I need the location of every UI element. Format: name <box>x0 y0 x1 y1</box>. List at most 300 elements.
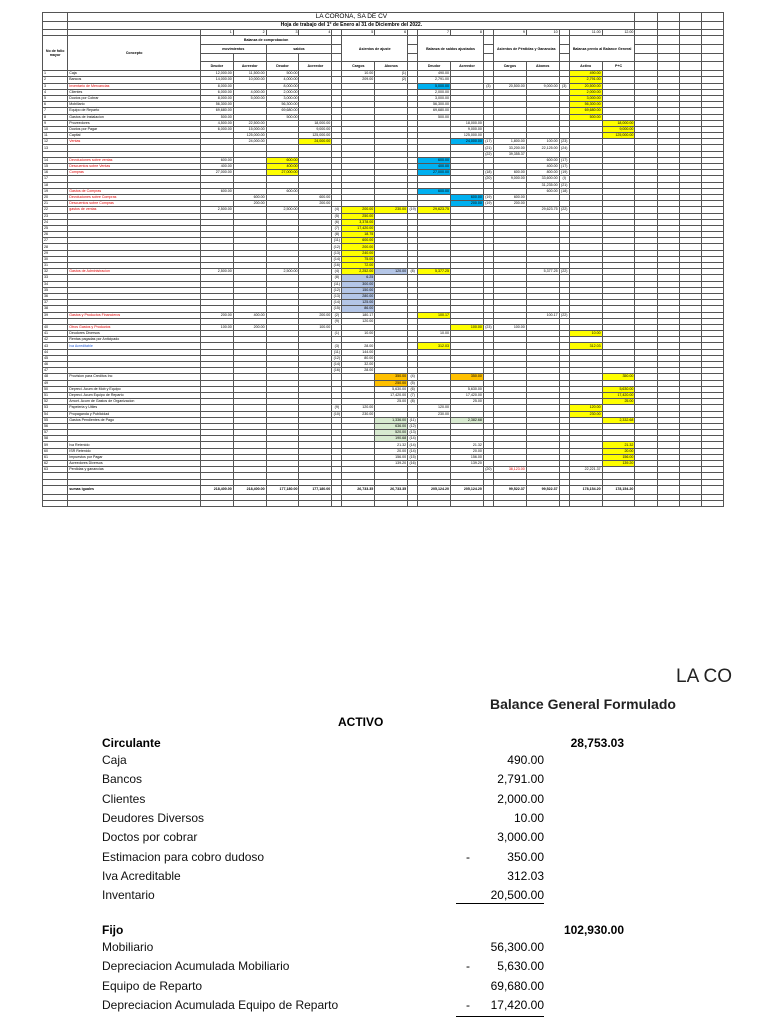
value-cell: 28.00 <box>342 343 375 349</box>
circulante-item-amount: 20,500.00 <box>490 888 544 903</box>
row-number: 22 <box>43 207 68 213</box>
value-cell: 9,000.00 <box>602 126 635 132</box>
row-concept: Compras <box>68 170 201 176</box>
row-concept: Gastos de Instalacion <box>68 114 201 120</box>
value-cell: (23) <box>561 139 568 144</box>
total-cell: 178,154.20 <box>602 485 635 494</box>
row-number: 60 <box>43 448 68 454</box>
value-cell: 209.00 <box>342 77 375 83</box>
value-cell: 5,000.00 <box>418 83 451 89</box>
value-cell: 2,252.00 <box>342 269 375 275</box>
row-concept: Devoluciones sobre Compras <box>68 194 201 200</box>
value-cell: (11) <box>333 238 340 243</box>
circulante-item-amount: 2,791.00 <box>497 772 544 787</box>
value-cell: 9,000.00 <box>451 126 484 132</box>
row-concept: Descuentos sobre Ventas <box>68 164 201 170</box>
cell <box>559 500 569 506</box>
value-cell: 20.00 <box>375 448 408 454</box>
value-cell: 72.00 <box>342 263 375 269</box>
row-number: 33 <box>43 275 68 281</box>
value-cell: (11) <box>409 417 416 422</box>
value-cell: 125,000.00 <box>233 133 266 139</box>
value-cell: (6) <box>332 219 342 225</box>
value-cell: 17,420.00 <box>342 225 375 231</box>
circulante-item-amount: 3,000.00 <box>497 830 544 845</box>
value-cell: (1) <box>332 331 342 337</box>
value-cell: 21.32 <box>602 442 635 448</box>
value-cell: 17,420.00 <box>602 392 635 398</box>
row-number: 16 <box>43 170 68 176</box>
column-subheader: Cargos <box>493 62 526 71</box>
row-number: 23 <box>43 213 68 219</box>
row-concept: Depreci. Acum Equipo de Reparto <box>68 392 201 398</box>
value-cell: 33,600.00 <box>526 176 559 182</box>
value-cell: (2) <box>332 312 342 318</box>
cell <box>679 36 701 45</box>
value-cell: (3) <box>483 83 493 89</box>
cell <box>635 13 657 22</box>
cell <box>635 36 657 45</box>
value-cell: 200.00 <box>233 324 266 330</box>
total-cell: 205,124.20 <box>451 485 484 494</box>
cell <box>332 36 342 45</box>
value-cell: 636.00 <box>375 423 408 429</box>
sheet-title: LA CORONA, SA DE CV <box>68 13 635 22</box>
value-cell: 300.00 <box>342 281 375 287</box>
value-cell: 200.00 <box>299 201 332 207</box>
fijo-item-row <box>102 940 548 958</box>
row-concept: Doctos por Pagar <box>68 126 201 132</box>
value-cell: (8) <box>408 269 418 275</box>
row-number: 1 <box>43 71 68 77</box>
row-concept: Impuestos por Pagar <box>68 454 201 460</box>
value-cell: 8,000.00 <box>200 83 233 89</box>
value-cell: 10.00 <box>342 331 375 337</box>
circulante-item-row <box>102 869 548 887</box>
fijo-item-negative-sign: - <box>466 997 470 1012</box>
value-cell: 240.00 <box>342 250 375 256</box>
value-cell: 69,680.00 <box>200 108 233 114</box>
value-cell: 27,000.00 <box>266 170 299 176</box>
value-cell: 350.00 <box>375 374 408 380</box>
value-cell: 190.68 <box>375 436 408 442</box>
value-cell: (14) <box>409 442 416 447</box>
column-subheader: Activo <box>569 62 602 71</box>
value-cell: (7) <box>408 392 418 398</box>
balance-title: Balance General Formulado <box>490 696 676 712</box>
value-cell: 2,500.00 <box>266 207 299 213</box>
value-cell: (5) <box>408 380 418 386</box>
cell <box>526 500 559 506</box>
value-cell: 20.00 <box>451 448 484 454</box>
row-concept: ISR Retenido <box>68 448 201 454</box>
row-number: 13 <box>43 145 68 151</box>
value-cell: 800.00 <box>526 170 559 176</box>
value-cell: (12) <box>333 355 341 360</box>
header-asientos: Asientos de ajuste <box>342 36 408 62</box>
value-cell: 600.00 <box>526 188 559 194</box>
row-number: 61 <box>43 454 68 460</box>
cell <box>200 53 233 62</box>
cell <box>332 500 342 506</box>
row-number: 9 <box>43 120 68 126</box>
cell <box>233 53 266 62</box>
value-cell: (19) <box>409 207 416 212</box>
cell <box>657 53 679 62</box>
value-cell: (16) <box>333 263 341 268</box>
value-cell: 80.00 <box>342 355 375 361</box>
value-cell: 18.75 <box>342 232 375 238</box>
cell <box>483 53 493 62</box>
value-cell: 100.00 <box>299 324 332 330</box>
total-cell: 178,154.20 <box>569 485 602 494</box>
value-cell: (15) <box>333 306 341 311</box>
col-number: 3 <box>266 30 299 36</box>
row-number: 28 <box>43 244 68 250</box>
col-number: 5 <box>342 30 375 36</box>
value-cell: 600.00 <box>418 157 451 163</box>
value-cell: (13) <box>409 430 416 435</box>
row-concept: Iva Retenido <box>68 442 201 448</box>
worksheet-table <box>42 12 724 507</box>
cell <box>657 500 679 506</box>
value-cell: (18) <box>561 188 568 193</box>
value-cell: (6) <box>408 386 418 392</box>
circulante-underline <box>456 903 544 904</box>
row-concept: Otros Gastos y Productos <box>68 324 201 330</box>
header-movimientos: movimientos <box>200 44 266 53</box>
cell <box>332 485 342 494</box>
row-number: 47 <box>43 368 68 374</box>
row-concept: Ventas <box>68 139 201 145</box>
fijo-item-negative-sign: - <box>466 959 470 974</box>
circulante-item-label: Iva Acreditable <box>102 868 181 883</box>
value-cell: 230.00 <box>375 207 408 213</box>
value-cell: 200.00 <box>342 244 375 250</box>
value-cell: 520.00 <box>375 430 408 436</box>
value-cell: 6,000.00 <box>200 89 233 95</box>
fijo-item-amount: 56,300.00 <box>490 940 544 954</box>
value-cell: 10.00 <box>569 331 602 337</box>
row-number: 34 <box>43 281 68 287</box>
value-cell: 2,791.00 <box>418 77 451 83</box>
row-concept: Gastos de Administracion <box>68 269 201 275</box>
value-cell: (8) <box>332 232 342 238</box>
fijo-item-label: Depreciacion Acumulada Equipo de Reparto <box>102 997 339 1012</box>
row-number: 56 <box>43 423 68 429</box>
row-concept: Clientes <box>68 89 201 95</box>
value-cell: (15) <box>409 454 416 459</box>
col-number: 11.00 <box>569 30 602 36</box>
column-subheader: Abonos <box>375 62 408 71</box>
value-cell: 490.00 <box>569 71 602 77</box>
row-concept: Propaganda y Publicidad <box>68 411 201 417</box>
value-cell: 56,300.00 <box>418 102 451 108</box>
value-cell: 400.00 <box>418 164 451 170</box>
row-number: 58 <box>43 436 68 442</box>
row-number: 59 <box>43 442 68 448</box>
header-balanza: Balanza de comprobacion <box>200 36 331 45</box>
total-cell: 26,733.35 <box>342 485 375 494</box>
value-cell: (12) <box>333 287 341 292</box>
row-number: 42 <box>43 337 68 343</box>
value-cell: 3,000.00 <box>266 95 299 101</box>
value-cell: 29,623.75 <box>526 207 559 213</box>
row-number: 51 <box>43 392 68 398</box>
row-number: 29 <box>43 250 68 256</box>
total-cell: 205,124.20 <box>418 485 451 494</box>
value-cell: 600.00 <box>200 188 233 194</box>
value-cell: (22) <box>561 312 568 317</box>
cell <box>418 500 451 506</box>
value-cell: 2,000.00 <box>418 89 451 95</box>
row-number: 17 <box>43 176 68 182</box>
value-cell: 400.00 <box>200 164 233 170</box>
value-cell: 17,420.00 <box>451 392 484 398</box>
cell <box>483 500 493 506</box>
fijo-total: 102,930.00 <box>563 923 624 937</box>
col-number: 6 <box>375 30 408 36</box>
circulante-item-row <box>102 811 548 829</box>
value-cell: (12) <box>333 244 341 249</box>
cell <box>233 500 266 506</box>
value-cell: 600.00 <box>493 194 526 200</box>
value-cell: 120.00 <box>569 405 602 411</box>
value-cell: 8,000.00 <box>266 83 299 89</box>
value-cell: 2,000.00 <box>569 89 602 95</box>
col-number: 2 <box>233 30 266 36</box>
cell <box>408 44 418 53</box>
row-concept: gastos de ventas <box>68 207 201 213</box>
value-cell: (18) <box>485 170 492 175</box>
value-cell: 600.00 <box>526 157 559 163</box>
value-cell: 9,000.00 <box>526 83 559 89</box>
value-cell: (1) <box>375 71 408 77</box>
value-cell: 15,000.00 <box>233 126 266 132</box>
value-cell: (14) <box>333 256 341 261</box>
value-cell: 156.00 <box>375 454 408 460</box>
value-cell: 2,000.00 <box>266 89 299 95</box>
value-cell: 2,791.00 <box>569 77 602 83</box>
value-cell: 600.00 <box>266 188 299 194</box>
row-number: 48 <box>43 374 68 380</box>
value-cell: 144.00 <box>342 349 375 355</box>
value-cell: 20.00 <box>602 448 635 454</box>
value-cell: 20,500.00 <box>493 83 526 89</box>
cell <box>299 53 332 62</box>
value-cell: 312.03 <box>569 343 602 349</box>
value-cell: 600.00 <box>342 238 375 244</box>
value-cell: 600.00 <box>418 188 451 194</box>
value-cell: 139.20 <box>602 461 635 467</box>
cell <box>657 36 679 45</box>
cell <box>701 36 723 45</box>
value-cell: (4) <box>332 207 342 213</box>
header-concepto: Concepto <box>68 36 201 71</box>
cell <box>635 500 657 506</box>
row-number: 35 <box>43 287 68 293</box>
fijo-item-row <box>102 998 548 1016</box>
row-concept: Deudores Diversos <box>68 331 201 337</box>
row-concept: Gastos de Compras <box>68 188 201 194</box>
value-cell: 120.00 <box>342 405 375 411</box>
cell <box>679 22 701 30</box>
value-cell: (5) <box>332 213 342 219</box>
row-number: 3 <box>43 83 68 89</box>
value-cell: 17,420.00 <box>375 392 408 398</box>
row-concept: Descuentos sobre Compras <box>68 201 201 207</box>
cell <box>701 500 723 506</box>
row-number: 26 <box>43 232 68 238</box>
cell <box>332 62 342 71</box>
value-cell: 200.00 <box>342 207 375 213</box>
value-cell: (24) <box>561 145 568 150</box>
cell <box>408 500 418 506</box>
row-concept: Doctos por Cobrar <box>68 95 201 101</box>
value-cell: 5,630.00 <box>602 386 635 392</box>
row-concept: Acreedores Diversos <box>68 461 201 467</box>
circulante-item-row <box>102 753 548 771</box>
row-number: 25 <box>43 225 68 231</box>
value-cell: (21) <box>485 145 492 150</box>
row-number: 39 <box>43 312 68 318</box>
total-cell: 218,400.00 <box>233 485 266 494</box>
value-cell: 5,377.25 <box>418 269 451 275</box>
circulante-item-row <box>102 792 548 810</box>
value-cell: 139.20 <box>375 461 408 467</box>
fijo-item-amount: 5,630.00 <box>497 959 544 974</box>
cell <box>701 44 723 53</box>
row-number: 5 <box>43 95 68 101</box>
value-cell: 250.00 <box>375 380 408 386</box>
col-number: 9 <box>493 30 526 36</box>
value-cell: 180.17 <box>342 312 375 318</box>
value-cell: 39,355.37 <box>493 151 526 157</box>
value-cell: (8) <box>332 275 342 281</box>
value-cell: 500.00 <box>266 114 299 120</box>
column-subheader: Abonos <box>526 62 559 71</box>
value-cell: (16) <box>409 461 416 466</box>
value-cell: (4) <box>332 269 342 275</box>
cell <box>657 22 679 30</box>
value-cell: 100.00 <box>200 324 233 330</box>
total-cell: 99,522.37 <box>493 485 526 494</box>
value-cell: 18,000.00 <box>451 120 484 126</box>
col-number: 10 <box>526 30 559 36</box>
cell <box>559 44 569 53</box>
cell <box>266 500 299 506</box>
value-cell: 120.00 <box>418 405 451 411</box>
value-cell: 11,500.00 <box>233 71 266 77</box>
value-cell: 125,000.00 <box>299 133 332 139</box>
value-cell: 86.00 <box>342 306 375 312</box>
cell <box>43 22 68 30</box>
value-cell: 156.00 <box>451 454 484 460</box>
row-number: 21 <box>43 201 68 207</box>
value-cell: (14) <box>333 362 341 367</box>
value-cell: (14) <box>409 436 416 441</box>
value-cell: (19) <box>485 195 492 200</box>
value-cell: (2) <box>375 77 408 83</box>
cell <box>43 500 68 506</box>
row-concept: Mobiliario <box>68 102 201 108</box>
row-concept: Perdidas y ganancias <box>68 467 201 473</box>
value-cell: 500.00 <box>266 71 299 77</box>
cell <box>332 44 342 53</box>
cell <box>701 22 723 30</box>
value-cell: (21) <box>561 182 568 187</box>
row-number: 18 <box>43 182 68 188</box>
cell <box>559 62 569 71</box>
value-cell: 69,680.00 <box>418 108 451 114</box>
row-number: 14 <box>43 157 68 163</box>
value-cell: (9) <box>332 405 342 411</box>
value-cell: 350.00 <box>602 374 635 380</box>
column-subheader: Acreedor <box>451 62 484 71</box>
row-number: 43 <box>43 343 68 349</box>
circulante-item-label: Doctos por cobrar <box>102 830 198 845</box>
row-number: 63 <box>43 467 68 473</box>
cell <box>332 53 342 62</box>
row-number: 52 <box>43 399 68 405</box>
row-number: 54 <box>43 411 68 417</box>
column-subheader: P+C <box>602 62 635 71</box>
value-cell: 27,000.00 <box>418 170 451 176</box>
value-cell: (14) <box>333 300 341 305</box>
cell <box>635 62 657 71</box>
fijo-underline <box>456 1016 544 1017</box>
row-number: 46 <box>43 362 68 368</box>
header-saldos: saldos <box>266 44 332 53</box>
cell <box>483 36 493 45</box>
circulante-item-negative-sign: - <box>466 849 470 864</box>
circulante-item-amount: 10.00 <box>513 810 544 825</box>
value-cell: 120.00 <box>375 269 408 275</box>
fijo-item-row <box>102 979 548 997</box>
value-cell: (10) <box>333 411 341 416</box>
header-folio: No de folio mayor <box>43 36 68 71</box>
column-subheader: Deudor <box>418 62 451 71</box>
cell <box>679 13 701 22</box>
fijo-item-row <box>102 959 548 977</box>
row-concept: Iva Acreditable <box>68 343 201 349</box>
value-cell: 400.00 <box>233 312 266 318</box>
value-cell: (11) <box>333 349 340 354</box>
value-cell: 100.00 <box>493 324 526 330</box>
row-number: 44 <box>43 349 68 355</box>
value-cell: 230.00 <box>418 411 451 417</box>
fijo-heading: Fijo <box>102 923 124 937</box>
value-cell: 25.00 <box>375 399 408 405</box>
row-number: 11 <box>43 133 68 139</box>
value-cell: 200.00 <box>200 312 233 318</box>
row-number: 36 <box>43 293 68 299</box>
cell <box>679 500 701 506</box>
value-cell: 200.00 <box>233 201 266 207</box>
value-cell: 3,378.00 <box>342 219 375 225</box>
value-cell: 21.32 <box>451 442 484 448</box>
value-cell: (9) <box>332 318 342 324</box>
circulante-item-amount: 350.00 <box>507 849 544 864</box>
cell <box>493 500 526 506</box>
value-cell: 12,000.00 <box>200 71 233 77</box>
value-cell: 350.00 <box>451 374 484 380</box>
cell <box>679 53 701 62</box>
row-number: 55 <box>43 417 68 423</box>
value-cell: (22) <box>561 269 568 274</box>
total-cell: 26,733.35 <box>375 485 408 494</box>
row-concept: Papeleria y Utiles <box>68 405 201 411</box>
